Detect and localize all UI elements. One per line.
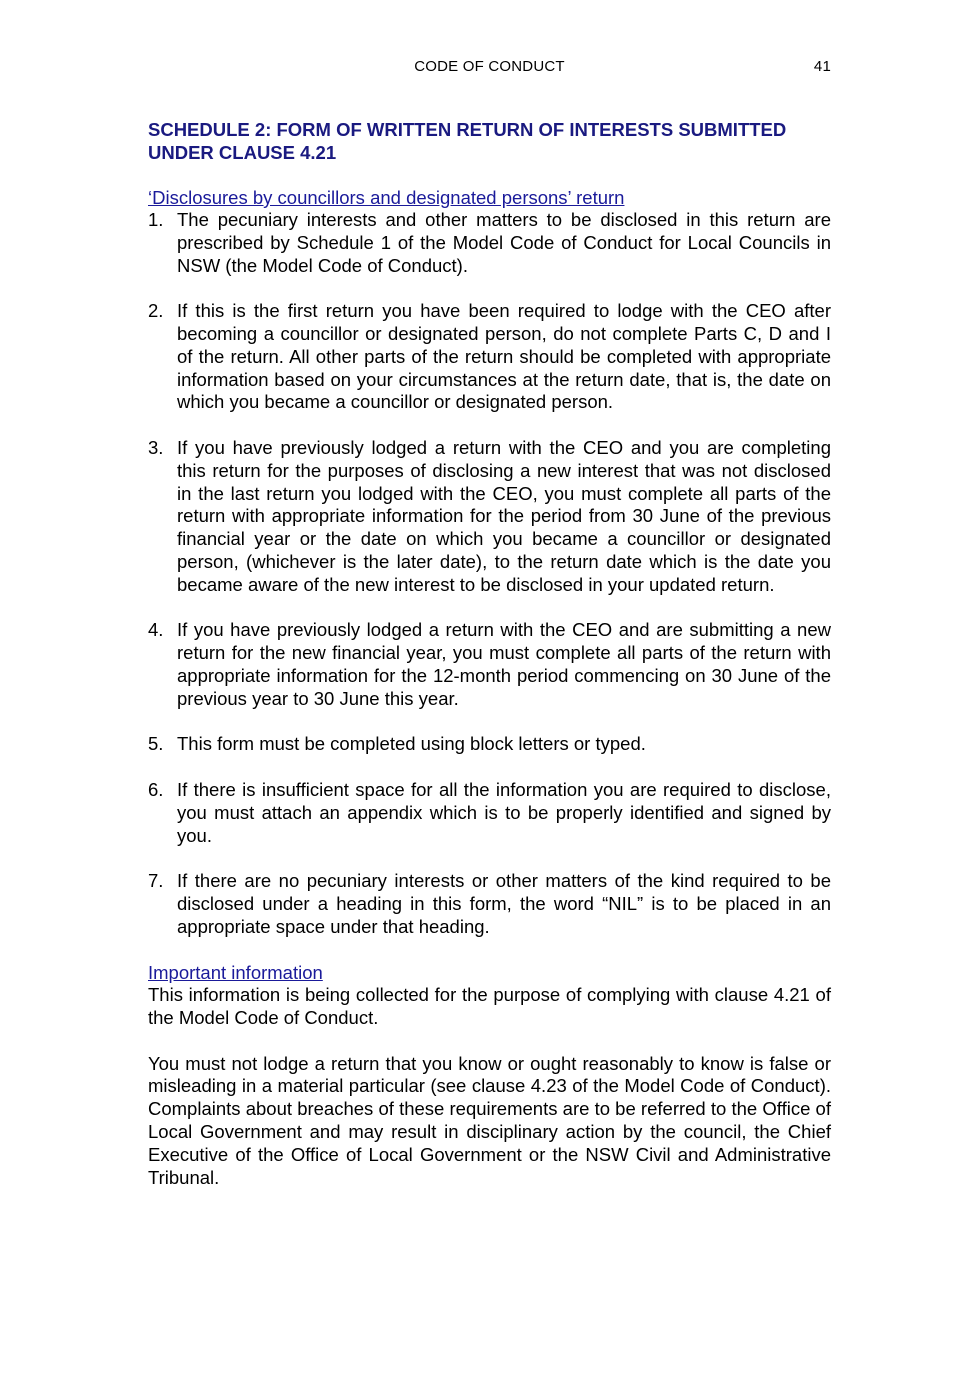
list-item-number: 2.	[148, 300, 164, 322]
important-paragraph-2: You must not lodge a return that you know or ought reasonably to know is false or misleading in a material particular (see clause 4.23 of the Model Code of Conduct). Complaints about breaches of these requirements are to be referred to the Office of Local Government and may result in disciplinary action by the council, the Chief Executive of the Office of Local Government or the NSW Civil and Administrative Tribunal.	[148, 1052, 831, 1188]
list-item	[148, 300, 831, 414]
page-header	[148, 58, 831, 80]
list-item	[148, 733, 831, 756]
page-number: 41	[813, 58, 831, 75]
list-item-text: The pecuniary interests and other matters to be disclosed in this return are prescribed by Schedule 1 of the Model Code of Conduct for Local Councils in NSW (the Model Code of Conduct).	[177, 209, 831, 276]
schedule-title: SCHEDULE 2: FORM OF WRITTEN RETURN OF INTERESTS SUBMITTED UNDER CLAUSE 4.21	[148, 119, 787, 163]
list-item-number: 7.	[148, 870, 164, 892]
important-paragraph-1: This information is being collected for the purpose of complying with clause 4.21 of the Model Code of Conduct.	[148, 984, 831, 1029]
list-item-text: This form must be completed using block letters or typed.	[177, 733, 646, 755]
list-item-text: If there are no pecuniary interests or other matters of the kind required to be disclosed under a heading in this form, the word “NIL” is to be placed in an appropriate space under that heading.	[177, 870, 831, 937]
header-title: CODE OF CONDUCT	[414, 58, 565, 75]
list-item	[148, 209, 831, 277]
list-item-number: 1.	[148, 209, 164, 230]
disclosures-heading: ‘Disclosures by councillors and designated persons’ return	[148, 187, 625, 208]
page-content	[148, 118, 831, 1212]
list-item-number: 6.	[148, 778, 164, 800]
disclosures-section	[148, 164, 831, 939]
list-item	[148, 779, 831, 847]
list-item-number: 4.	[148, 619, 164, 641]
important-section	[148, 961, 831, 1189]
list-item-text: If you have previously lodged a return with the CEO and are submitting a new return for the new financial year, you must complete all parts of the return with appropriate information for the 12-month period commencing on 30 June of the previous year to 30 June this year.	[177, 619, 831, 709]
instructions-list	[148, 209, 831, 939]
list-item-number: 3.	[148, 436, 164, 458]
list-item	[148, 870, 831, 938]
important-heading: Important information	[148, 962, 323, 984]
list-item-text: If this is the first return you have been required to lodge with the CEO after becoming a councillor or designated person, do not complete Parts C, D and I of the return. All other parts of the return should be completed with appropriate information based on your circumstances at the return date, that is, the date on which you became a councillor or designated person.	[177, 300, 831, 413]
list-item	[148, 619, 831, 710]
list-item-text: If you have previously lodged a return with the CEO and you are completing this return for the purposes of disclosing a new interest that was not disclosed in the last return you lodged with the CEO, you must complete all parts of the return with appropriate information for the period from 30 June of the previous financial year or the date on which you became a councillor or designated person, (whichever is the later date), to the return date which is the date you became aware of the new interest to be disclosed in your updated return.	[177, 436, 831, 595]
list-item-text: If there is insufficient space for all the information you are required to disclose, you must attach an appendix which is to be properly identified and signed by you.	[177, 778, 831, 846]
list-item	[148, 437, 831, 597]
list-item-number: 5.	[148, 733, 164, 755]
